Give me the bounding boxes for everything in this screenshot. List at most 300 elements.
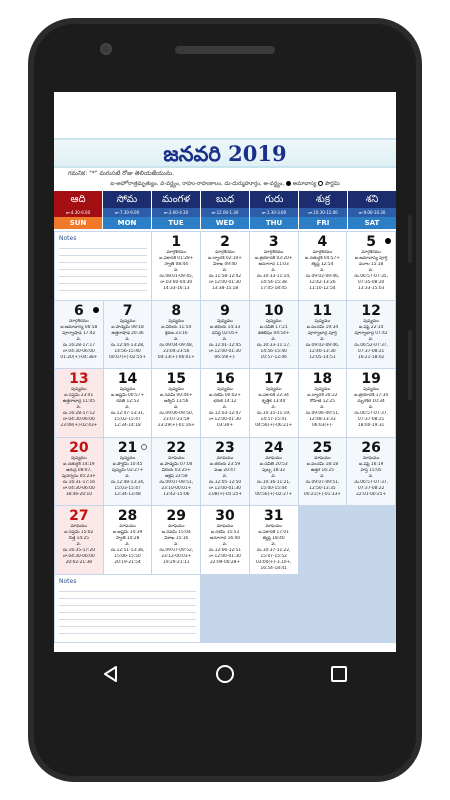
panchang-detail: 00:56(+)-02:27+ [255, 491, 293, 497]
panchang-detail: దు.12:51-13:36, [110, 548, 145, 553]
panchang-detail: దు.10:37-11:22, [256, 548, 291, 553]
day-number: 9 [220, 302, 230, 319]
day-cell[interactable] [201, 301, 249, 369]
weekday-sat [348, 191, 396, 229]
day-cell[interactable] [347, 369, 395, 437]
legend-pournami: పౌర్ణమి [324, 181, 340, 187]
notes-box-bottom[interactable] [55, 575, 200, 643]
weekday-telugu: శుక్ర [299, 191, 347, 208]
panchang-detail: చిత్త 14:25 [68, 536, 90, 541]
panchang-detail: ఐ.ఏకాదశి 22:34 [258, 393, 289, 398]
weekday-english: WED [201, 217, 249, 229]
panchang-detail: 23:09(+)-02:43+ [60, 423, 98, 428]
panchang-detail: మాఘము [70, 524, 88, 529]
day-number: 19 [361, 371, 381, 387]
recents-square-icon [330, 665, 348, 683]
panchang-detail: పుష్యము [265, 318, 282, 324]
panchang-detail: దు.12:48-13:34, [110, 479, 145, 485]
panchang-detail: మాఘము [119, 524, 136, 529]
panchang-detail: దు.09:06-09:51, [305, 411, 340, 416]
panchang-detail: ఐ.తదియ 23:59 [209, 461, 241, 467]
panchang-detail: 03:00(+)-3.10+, [255, 560, 292, 565]
panchang-detail: దు.16:28-17:17 [62, 342, 95, 348]
notes-rule [59, 263, 147, 270]
weekday-header [54, 191, 396, 229]
day-cell[interactable] [152, 232, 200, 300]
panchang-detail: రా.04:30-06:00 [62, 485, 95, 491]
panchang-detail: పుష్యము [119, 318, 136, 324]
panchang-detail: దు.12:06-12:51 [208, 548, 242, 553]
panchang-detail: పుష్యము [363, 387, 379, 392]
home-button[interactable] [205, 654, 245, 694]
panchang-detail: దు.10:35-11:19, [256, 411, 291, 416]
panchang-detail: 23:12-00:03+ [161, 554, 192, 559]
panchang-detail: వ. [125, 336, 130, 342]
weekday-rahukalam: రా.9.00-10.30 [348, 208, 396, 217]
weekday-english: SUN [54, 217, 102, 229]
panchang-detail: విశాఖ 15:16 [164, 536, 189, 541]
panchang-detail: వ. [368, 336, 374, 342]
panchang-detail: ఐ.త్రయోదశి 03:20+ [254, 256, 293, 261]
panchang-detail: 12:05-14:51 [309, 354, 336, 360]
panchang-detail: వ. [125, 542, 130, 547]
day-number: 28 [117, 508, 138, 524]
panchang-detail: మార్గశిరము [263, 250, 284, 255]
panchang-detail: పుష్యము [168, 318, 185, 324]
weekday-telugu: బుధ [201, 191, 249, 208]
panchang-detail: జ్యేష్ఠ 12:54 [311, 262, 334, 267]
panchang-detail: కృత్తిక 13:40 [262, 399, 286, 404]
panchang-detail: వ. [368, 473, 374, 479]
notes-rule [59, 256, 147, 263]
home-circle-icon [215, 664, 235, 684]
panchang-detail: వ. [271, 473, 276, 479]
panchang-detail: 23:07-23:59 [163, 417, 190, 422]
earpiece-speaker [175, 46, 275, 54]
panchang-detail: దు.12:03-12:47 [208, 411, 242, 416]
panchang-detail: అశ్విని 13:56 [164, 399, 189, 404]
panchang-detail: ఐ.పంచమి 19:34 [306, 324, 339, 330]
panchang-detail: 14:56-15:40 [114, 348, 141, 354]
panchang-detail: వ. [320, 336, 325, 342]
notes-box-top[interactable] [55, 232, 151, 300]
panchang-detail: వ. [271, 542, 276, 547]
day-cell[interactable] [201, 438, 249, 506]
panchang-detail: 11:10-12:54 [309, 286, 336, 291]
panchang-detail: ఐ.ద్వాదశి 20:22 [307, 393, 338, 398]
day-number: 10 [263, 302, 284, 319]
legend-amavasya: అమావాస్య [292, 181, 317, 187]
day-cell[interactable] [201, 506, 249, 574]
panchang-detail: వ. [222, 405, 228, 410]
panchang-detail: దు.09:02-09:46, [305, 274, 340, 279]
weekday-english: SAT [348, 217, 396, 229]
panchang-detail: దు.09:07-09:52, [159, 548, 194, 553]
panchang-detail: 07:37-08:21 [357, 417, 385, 422]
weekday-rahukalam: రా.12.00-1.30 [201, 208, 249, 217]
weekday-english: FRI [299, 217, 347, 229]
panchang-detail: మృగశిర 10:34 [357, 399, 385, 404]
panchang-detail: ఐ.చతుర్దశి 14:19 [63, 461, 95, 467]
panchang-detail: ఐ.పాడ్యమి 07:04 [160, 461, 193, 467]
panchang-detail: 06:59(+)- [214, 354, 236, 360]
panchang-detail: దు.12:01-12:45 [208, 342, 242, 348]
panchang-detail: దు.09:07-09:51, [159, 479, 194, 485]
panchang-detail: మూల 15:18 [359, 262, 384, 267]
notes-rule [59, 585, 196, 592]
day-number: 5 [366, 234, 377, 250]
back-button[interactable] [91, 654, 131, 694]
panchang-detail: 13:42-15:06 [163, 491, 190, 497]
weekday-english: MON [103, 217, 151, 229]
panchang-detail: ఐ.సప్తమి 23:41 [64, 393, 94, 398]
panchang-detail: దు.16:28-17:12 [62, 411, 95, 416]
panchang-detail: 22:09-00:28+ [210, 560, 240, 565]
panchang-detail: 13:33-15:03 [357, 286, 385, 291]
panchang-detail: 03:30+ [217, 423, 233, 428]
panchang-detail: 18:00-19:31 [357, 423, 385, 428]
day-cell[interactable] [250, 232, 298, 300]
panchang-detail: మాఘము [314, 455, 331, 461]
notes-rule [59, 249, 147, 256]
day-cell[interactable] [299, 301, 347, 369]
weekday-rahukalam: రా.10.30-12.00 [299, 208, 347, 217]
panchang-detail: 12:34-14:18 [114, 423, 141, 428]
day-number: 4 [317, 234, 328, 250]
panchang-detail: వ. [320, 268, 325, 273]
day-cell[interactable] [152, 438, 200, 506]
panchang-detail: భరణి 14:12 [213, 399, 237, 404]
panchang-detail: దు.12:47-13:31, [110, 411, 145, 416]
panchang-detail: 15:00-15:44 [260, 485, 287, 491]
panchang-detail: 07:35-08:20 [357, 280, 385, 285]
panchang-detail: దు.10:33-11:17, [256, 342, 291, 348]
panchang-detail: పుష్యము [217, 387, 233, 392]
month-grid [54, 231, 396, 643]
panchang-detail: వ. [174, 405, 179, 410]
panchang-detail: పుష్యము [314, 318, 331, 324]
panchang-detail: 16:21-18:02 [357, 354, 385, 360]
panchang-detail: 00:07(+)-02:55+ [109, 354, 146, 360]
panchang-detail: దు.16:35-17:20 [62, 548, 95, 553]
day-number: 26 [361, 439, 381, 456]
day-number: 31 [263, 508, 284, 524]
panchang-detail: పూర్వాభాద్ర 07:42 [354, 330, 388, 336]
panchang-detail: 12:40-13:30 [309, 348, 336, 354]
panchang-detail: రా.04:30-06:00 [62, 554, 95, 559]
panchang-detail: ఐ.చతుర్దశి 04:57+ [304, 256, 340, 261]
panchang-detail: ఐ.పంచమి 18:18 [306, 461, 339, 467]
panchang-detail: రా.04:30-06:00 [62, 417, 95, 422]
panchang-detail: పుష్యము [217, 318, 233, 324]
panchang-detail: వ. [222, 336, 228, 342]
panchang-detail: దు.12:44-13:28, [110, 342, 145, 348]
panchang-detail: 01:20(+)-04:38+ [60, 354, 98, 360]
panchang-detail: 00:21(+)-01:33+ [303, 491, 341, 497]
panchang-detail: 12:34-13:48 [114, 491, 141, 497]
weekday-sun [54, 191, 102, 229]
weekday-telugu: మంగళ [152, 191, 200, 208]
panchang-detail: 06:03(+)- [311, 423, 333, 428]
panchang-detail: రా.12:00-01:30 [209, 280, 241, 285]
panchang-detail: 15:03-15:47 [114, 485, 141, 491]
panchang-detail: 12:42-13:26 [309, 280, 336, 285]
panchang-detail: పూర్వాభాద్ర పూర్తి [308, 330, 337, 336]
panchang-detail: స్వాతి 14:28 [115, 536, 140, 541]
panchang-detail: 3.08(+)-05:25+ [207, 491, 243, 497]
panchang-detail: శ్రవణ 23:16 [164, 330, 188, 336]
panchang-detail: దు.06:57-07:35, [354, 274, 388, 279]
notes-rule [59, 592, 196, 599]
panchang-detail: వ. [368, 405, 374, 410]
day-number: 30 [215, 508, 235, 524]
new-moon-icon [286, 181, 291, 186]
recents-button[interactable] [319, 654, 359, 694]
panchang-detail: స్వాతి 08:44 [164, 262, 189, 267]
notes-rule [59, 620, 196, 627]
day-number: 8 [171, 302, 182, 319]
notes-label: Notes [59, 235, 77, 242]
panchang-detail: రోహిణి 12:25 [309, 399, 336, 404]
day-number: 11 [312, 302, 333, 319]
panchang-detail: దు.06:52-07:37, [354, 342, 388, 348]
weekday-rahukalam: రా.4.30-6.00 [54, 208, 102, 217]
panchang-detail: 07:37-08:21 [357, 348, 385, 354]
panchang-detail: ఐ.దశమి 15:53 [210, 530, 240, 535]
panchang-detail: 13:38-15:18 [211, 286, 239, 291]
day-cell[interactable] [55, 301, 103, 369]
day-cell[interactable] [347, 301, 395, 369]
panchang-detail: 18:46-20:10 [65, 491, 93, 497]
panchang-detail: ఐ.ద్వాదశి 02:10+ [208, 256, 242, 261]
panchang-detail: రా.12:00-01:30 [209, 485, 241, 491]
panchang-detail: దు.10:36-11:21, [256, 479, 291, 485]
panchang-detail: వ. [320, 473, 325, 479]
panchang-detail: పునర్వసు 05:23+ [62, 473, 96, 479]
panchang-detail: 15:02-15:47 [114, 417, 141, 422]
panchang-detail: మాఘము [265, 455, 282, 461]
panchang-detail: దు.09:06-09:50, [159, 411, 194, 416]
panchang-detail: దు.12:05-12:50 [208, 479, 242, 485]
power-button [408, 330, 412, 400]
day-cell[interactable] [152, 301, 200, 369]
day-number: 3 [268, 234, 279, 250]
panchang-detail: దు.09:02-09:46, [305, 342, 340, 348]
panchang-detail: దు.08:01-09:45, [159, 274, 194, 279]
panchang-detail: మాఘము [168, 455, 185, 461]
panchang-detail: రేవతి 12:53 [116, 399, 139, 404]
panchang-detail: ఐ.విదియ 11:54 [161, 324, 192, 330]
day-number: 6 [73, 302, 84, 319]
panchang-detail: 14:33-16:13 [163, 286, 190, 291]
panchang-detail: మాఘము [216, 455, 234, 461]
day-cell[interactable] [201, 232, 249, 300]
panchang-detail: ఐ.పౌర్ణమి 10:45 [112, 461, 143, 467]
panchang-detail: పుష్యము [119, 387, 136, 392]
notes-rule [59, 599, 196, 606]
panchang-detail: వ. [76, 405, 82, 410]
android-nav-bar [54, 652, 396, 696]
panchang-detail: వ. [76, 336, 82, 342]
day-cell[interactable] [299, 438, 347, 506]
new-moon-icon [385, 238, 391, 244]
day-cell[interactable] [201, 369, 249, 437]
notes-rule [59, 277, 147, 284]
status-bar [54, 92, 396, 136]
day-number: 18 [312, 371, 333, 387]
day-number: 2 [220, 234, 230, 250]
panchang-detail: ఐ.త్రయోదశి 17:34 [354, 393, 389, 398]
weekday-english: THU [250, 217, 298, 229]
panchang-detail: ఐ.చవితి 17:21 [259, 324, 288, 330]
day-cell[interactable] [55, 438, 103, 506]
panchang-detail: రా.03:00-04:30 [160, 280, 193, 285]
new-moon-icon [93, 307, 99, 313]
day-cell[interactable] [104, 506, 152, 574]
notes-rule [59, 284, 147, 291]
day-number: 16 [215, 371, 235, 387]
weekday-telugu: గురు [250, 191, 298, 208]
day-cell[interactable] [250, 301, 298, 369]
weekday-rahukalam: రా.7.30-9.00 [103, 208, 151, 217]
notes-rule [59, 242, 147, 249]
panchang-detail: పుబ్బ 18:32 [262, 467, 286, 473]
panchang-detail: 14:56-15:40 [260, 348, 287, 354]
panchang-detail: మాఘము [216, 524, 234, 529]
day-number: 29 [166, 508, 187, 524]
weekday-mon [103, 191, 151, 229]
panchang-detail: ఐ.అమావాస్య పూర్తి [354, 256, 388, 261]
panchang-detail: ఐ.అమావాస్య 06:58 [60, 324, 98, 330]
day-cell[interactable] [55, 369, 103, 437]
day-number: 21 [117, 439, 138, 456]
panchang-detail: దు.06:57-07:37, [354, 411, 388, 416]
panchang-detail: రా.12:00-01:30 [209, 417, 241, 422]
panchang-detail: దు.10:33-11:14, [256, 274, 291, 279]
panchang-detail: ఐ.ఏకాదశి 01:28+ [159, 256, 194, 261]
panchang-detail: వ. [271, 336, 276, 342]
day-cell[interactable] [152, 369, 200, 437]
weekday-tue [152, 191, 200, 229]
panchang-detail: వ. [271, 268, 276, 273]
day-cell[interactable] [104, 438, 152, 506]
day-number: 25 [312, 439, 333, 456]
panchang-detail: శతభిషం 04:54+ [257, 330, 290, 336]
panchang-detail: ఉత్తరాషాఢ 20:36 [111, 330, 144, 336]
panchang-detail: ఐ.చవితి 20:53 [259, 461, 288, 467]
panchang-detail: 15:07-15:52 [260, 554, 287, 559]
day-number: 17 [263, 371, 284, 387]
back-triangle-icon [102, 665, 120, 683]
panchang-detail: మార్గశిరము [215, 250, 235, 255]
panchang-detail: అనూరాధ 16:40 [209, 536, 241, 541]
panchang-detail: ఐ.సప్తమి 15:02 [64, 530, 94, 535]
app-screen [54, 92, 396, 652]
panchang-detail: వ. [125, 473, 130, 479]
panchang-detail: ఐ.ఏకాదశి 17:01 [258, 530, 289, 535]
panchang-detail: 22:01-00:25+ [356, 491, 387, 497]
panchang-detail: వ. [271, 405, 276, 410]
day-cell[interactable] [55, 506, 103, 574]
panchang-detail: దు.09:07-09:51, [305, 479, 340, 485]
panchang-detail: 20:02-21:38 [65, 560, 93, 565]
panchang-detail: పుష్యము [265, 387, 282, 392]
day-cell[interactable] [250, 369, 298, 437]
panchang-detail: ఐ.నవమి 00:44+ [160, 393, 193, 398]
panchang-detail: వ. [222, 473, 228, 479]
panchang-detail: ఐ.తదియ 14:33 [209, 324, 241, 330]
calendar-page[interactable] [54, 136, 396, 652]
weekday-telugu: శని [348, 191, 396, 208]
panchang-detail: వ. [125, 405, 130, 410]
day-cell[interactable] [104, 369, 152, 437]
volume-button [408, 215, 412, 263]
day-number: 1 [171, 234, 182, 250]
panchang-detail: పుష్యము [314, 387, 331, 392]
panchang-detail: 17:05-18:45 [260, 286, 287, 291]
day-number: 23 [215, 439, 235, 456]
day-cell[interactable] [299, 232, 347, 300]
day-cell[interactable] [250, 506, 298, 574]
day-cell[interactable] [299, 369, 347, 437]
day-cell[interactable] [347, 438, 395, 506]
weekday-thu [250, 191, 298, 229]
panchang-detail: 23:10-00:01+ [161, 485, 192, 491]
day-number: 14 [117, 371, 138, 387]
day-cell[interactable] [152, 506, 200, 574]
day-number: 13 [69, 371, 89, 387]
panchang-detail: మార్గశిరము [312, 250, 333, 255]
notes-rule [59, 606, 196, 613]
full-moon-icon [141, 444, 147, 450]
legend-note: గమనిక: "*" మరుసటి రోజు తెలియజేయును. [68, 170, 174, 177]
panchang-detail: రా.04:30-06:00 [62, 348, 95, 354]
panchang-detail: వ. [222, 542, 228, 547]
day-cell[interactable] [250, 438, 298, 506]
panchang-detail: ఉత్తర 16:25 [310, 467, 334, 473]
weekday-rahukalam: రా.1.30-3.00 [250, 208, 298, 217]
panchang-detail: 12:48-13:33 [309, 417, 336, 422]
panchang-detail: వ. [174, 268, 179, 273]
panchang-detail: పూర్వాషాఢ 17:42 [62, 330, 96, 336]
panchang-detail: పుష్యము [71, 455, 87, 461]
panchang-detail: ధనిష్ఠ 02:05+ [211, 330, 239, 336]
panchang-detail: ఐ.షష్ఠి 16:19 [358, 461, 384, 467]
panchang-detail: హస్త 15:05 [360, 467, 382, 473]
panchang-detail: మాఘము [168, 524, 185, 529]
panchang-detail: ఐ.అష్టమి 00:57+ [111, 393, 144, 398]
panchang-detail: ఐ.పాడ్యమి 09:18 [111, 324, 144, 330]
panchang-detail: మాఘము [265, 524, 282, 529]
panchang-detail: మాఘము [362, 455, 380, 461]
panchang-detail: ఐ.షష్ఠి 22:14 [358, 324, 384, 330]
panchang-detail: ఐ.దశమి 00:02+ [209, 393, 241, 398]
day-number: 7 [122, 302, 133, 319]
notes-rule [59, 613, 196, 620]
panchang-detail: 23:04-23:56 [163, 348, 190, 354]
day-cell[interactable] [347, 232, 395, 300]
panchang-detail: దు.09:04-09:48, [159, 342, 194, 348]
panchang-detail: మార్గశిరము [69, 318, 89, 324]
panchang-detail: 12:50-13:35 [309, 485, 336, 491]
panchang-detail: పుష్యము [71, 387, 87, 392]
notes-rule [59, 270, 147, 277]
weekday-fri [299, 191, 347, 229]
day-cell[interactable] [104, 301, 152, 369]
notes-rule [59, 627, 196, 634]
panchang-detail: 04:13(+)-06:01+ [157, 354, 195, 360]
panchang-detail: 15:06-15:50 [114, 554, 141, 559]
